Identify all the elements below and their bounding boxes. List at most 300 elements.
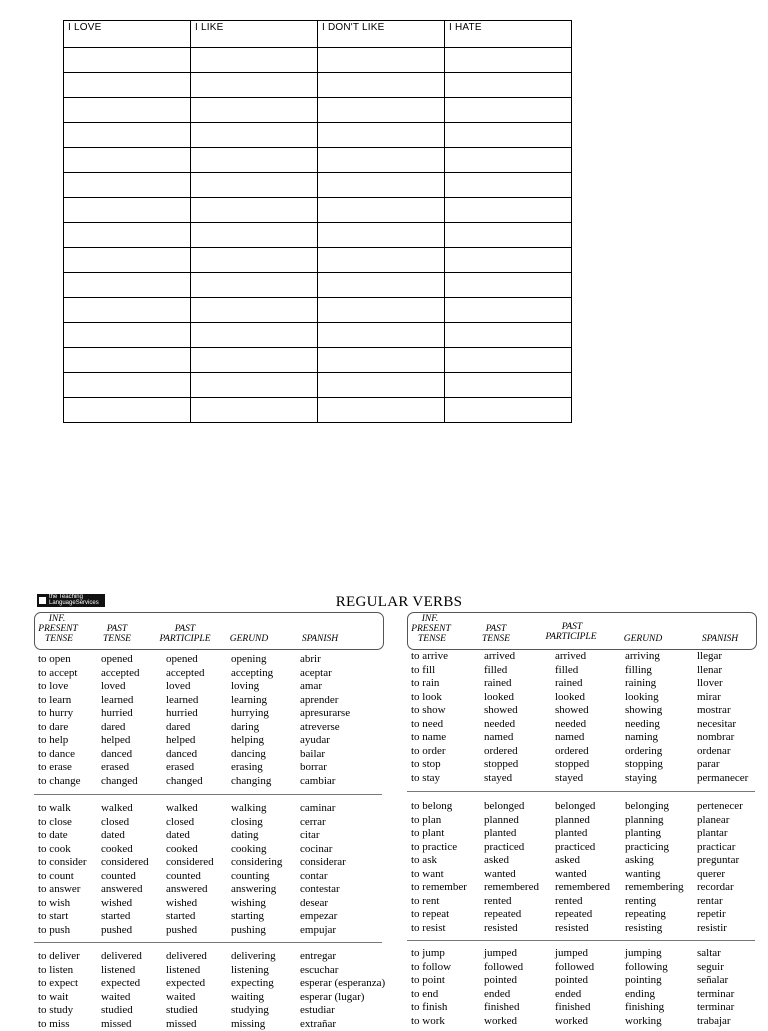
verb-past-tense: ended xyxy=(484,987,511,1000)
verb-spanish: saltar xyxy=(697,947,721,959)
verb-infinitive: to wait xyxy=(38,990,69,1003)
verb-gerund: loving xyxy=(231,680,260,692)
verb-spanish: planear xyxy=(697,813,730,826)
verb-gerund: helping xyxy=(231,734,264,746)
verb-gerund: expecting xyxy=(231,977,274,989)
verb-past-tense: worked xyxy=(484,1014,517,1027)
verb-infinitive: to want xyxy=(411,867,444,880)
verb-past-tense: walked xyxy=(101,802,133,814)
verb-gerund: planting xyxy=(625,827,662,839)
verb-past-participle: danced xyxy=(166,747,198,760)
verb-past-tense: loved xyxy=(101,680,126,692)
verb-past-tense: pushed xyxy=(101,923,133,936)
worksheet-row xyxy=(64,48,572,73)
verb-past-tense: waited xyxy=(101,990,131,1003)
verb-gerund: working xyxy=(625,1014,662,1027)
verb-gerund: answering xyxy=(231,883,277,895)
present-header: PRESENT xyxy=(411,624,451,634)
verb-past-tense: stayed xyxy=(484,771,513,784)
verb-past-participle: practiced xyxy=(555,840,596,853)
verb-infinitive: to order xyxy=(411,744,446,757)
verb-spanish: caminar xyxy=(300,802,336,814)
verb-infinitive: to learn xyxy=(38,693,72,706)
verb-past-tense: looked xyxy=(484,690,514,703)
verb-past-participle: asked xyxy=(555,854,581,866)
verb-gerund: starting xyxy=(231,910,264,922)
worksheet-cell xyxy=(191,123,318,148)
verb-infinitive: to practice xyxy=(411,840,458,853)
verb-spanish: recordar xyxy=(697,881,734,893)
verb-spanish: considerar xyxy=(300,856,346,868)
verb-past-participle: showed xyxy=(555,704,589,716)
verb-spanish: señalar xyxy=(697,974,729,986)
verb-infinitive: to fill xyxy=(411,663,436,676)
verb-past-tense: missed xyxy=(101,1017,132,1030)
right-column-header-box xyxy=(407,612,757,650)
verb-past-participle: finished xyxy=(555,1001,591,1013)
verb-past-participle: helped xyxy=(166,734,196,746)
verb-gerund: wishing xyxy=(231,896,266,909)
left-column-header-box xyxy=(34,612,384,650)
verb-spanish: pertenecer xyxy=(697,800,743,812)
verb-past-participle: jumped xyxy=(555,947,588,959)
verb-past-tense: rented xyxy=(484,894,512,907)
worksheet-cell xyxy=(445,123,572,148)
verb-infinitive: to wish xyxy=(38,896,71,909)
verb-past-participle: hurried xyxy=(166,707,198,719)
verb-past-tense: dared xyxy=(101,720,126,733)
verb-spanish: aceptar xyxy=(300,666,332,679)
verb-gerund: raining xyxy=(625,677,657,689)
verb-past-participle: planned xyxy=(555,813,590,826)
verb-spanish: llover xyxy=(697,677,723,689)
verb-spanish: repetir xyxy=(697,908,726,920)
worksheet-row xyxy=(64,273,572,298)
verb-gerund: stopping xyxy=(625,758,663,770)
verb-gerund: studying xyxy=(231,1004,269,1016)
verb-past-participle: stayed xyxy=(555,771,584,784)
participle-header: PARTICIPLE xyxy=(159,634,211,644)
worksheet-row xyxy=(64,98,572,123)
verb-past-tense: started xyxy=(101,910,131,922)
past-header: PAST xyxy=(106,624,128,634)
verb-spanish: preguntar xyxy=(697,854,740,866)
verb-past-tense: studied xyxy=(101,1004,133,1016)
verb-gerund: pushing xyxy=(231,923,266,936)
worksheet-cell xyxy=(64,373,191,398)
worksheet-cell xyxy=(64,198,191,223)
regular-verbs-sheet xyxy=(34,590,764,1030)
verb-past-tense: followed xyxy=(484,960,524,973)
verb-past-participle: repeated xyxy=(555,908,593,920)
verb-past-tense: needed xyxy=(484,717,516,730)
verb-past-tense: resisted xyxy=(484,921,518,934)
verb-gerund: opening xyxy=(231,653,267,665)
inf-header: INF. xyxy=(48,614,66,624)
verb-gerund: asking xyxy=(625,854,654,866)
verb-spanish: ayudar xyxy=(300,734,330,746)
verb-infinitive: to change xyxy=(38,774,81,787)
verb-past-tense: jumped xyxy=(484,947,517,959)
verb-past-participle: learned xyxy=(166,693,199,706)
worksheet-cell xyxy=(318,348,445,373)
verb-past-participle: worked xyxy=(555,1014,588,1027)
verb-spanish: resistir xyxy=(697,921,727,934)
verb-past-tense: finished xyxy=(484,1001,520,1013)
verb-spanish: cambiar xyxy=(300,774,336,787)
verb-past-tense: showed xyxy=(484,704,518,716)
worksheet-cell xyxy=(64,248,191,273)
verb-gerund: belonging xyxy=(625,800,669,812)
verb-past-tense: learned xyxy=(101,693,134,706)
worksheet-cell xyxy=(64,48,191,73)
verb-past-participle: started xyxy=(166,910,196,922)
verb-gerund: hurrying xyxy=(231,707,269,719)
verb-past-tense: considered xyxy=(101,856,149,868)
verb-gerund: looking xyxy=(625,690,659,703)
verb-past-participle: ordered xyxy=(555,744,589,757)
verb-past-participle: changed xyxy=(166,774,203,787)
verb-spanish: terminar xyxy=(697,987,735,1000)
verb-past-tense: ordered xyxy=(484,744,518,757)
verb-spanish: plantar xyxy=(697,827,728,839)
worksheet-cell xyxy=(191,148,318,173)
verb-past-tense: accepted xyxy=(101,666,140,679)
verb-spanish: estudiar xyxy=(300,1004,335,1016)
verb-gerund: naming xyxy=(625,731,658,743)
past-tense-header: TENSE xyxy=(482,634,510,644)
worksheet-cell xyxy=(445,398,572,423)
verb-past-tense: dated xyxy=(101,829,125,841)
verb-spanish: empujar xyxy=(300,923,337,936)
worksheet-cell xyxy=(64,98,191,123)
verb-infinitive: to consider xyxy=(38,856,87,868)
verb-past-participle: looked xyxy=(555,690,585,703)
worksheet-cell xyxy=(445,73,572,98)
inf-header: INF. xyxy=(421,614,439,624)
verb-spanish: parar xyxy=(697,758,720,770)
verb-spanish: mostrar xyxy=(697,704,731,716)
verb-infinitive: to close xyxy=(38,815,72,828)
verb-infinitive: to study xyxy=(38,1004,74,1016)
verb-spanish: querer xyxy=(697,867,726,880)
verb-gerund: renting xyxy=(625,894,657,907)
verb-infinitive: to start xyxy=(38,910,69,922)
verb-past-tense: planned xyxy=(484,813,519,826)
verb-gerund: listening xyxy=(231,963,269,976)
worksheet-row xyxy=(64,148,572,173)
verb-past-tense: changed xyxy=(101,774,138,787)
verb-past-participle: followed xyxy=(555,960,595,973)
verb-past-tense: asked xyxy=(484,854,510,866)
worksheet-cell xyxy=(191,73,318,98)
worksheet-cell xyxy=(191,248,318,273)
verb-spanish: permanecer xyxy=(697,771,749,784)
worksheet-cell xyxy=(445,248,572,273)
worksheet-cell xyxy=(191,223,318,248)
worksheet-cell xyxy=(318,73,445,98)
verb-infinitive: to walk xyxy=(38,802,71,814)
verb-past-tense: expected xyxy=(101,977,141,989)
verb-infinitive: to work xyxy=(411,1014,445,1027)
worksheet-row xyxy=(64,248,572,273)
worksheet-cell xyxy=(318,373,445,398)
worksheet-cell xyxy=(445,223,572,248)
verb-past-tense: arrived xyxy=(484,650,516,662)
verb-spanish: esperar (lugar) xyxy=(300,990,365,1003)
worksheet-row xyxy=(64,198,572,223)
verb-past-participle: considered xyxy=(166,856,214,868)
worksheet-cell xyxy=(318,298,445,323)
verb-gerund: planning xyxy=(625,813,664,826)
verb-past-participle: dared xyxy=(166,720,191,733)
verb-infinitive: to push xyxy=(38,923,71,936)
verb-past-tense: opened xyxy=(101,653,133,665)
tense-header: TENSE xyxy=(418,634,446,644)
verb-gerund: delivering xyxy=(231,950,276,962)
verb-past-participle: missed xyxy=(166,1017,197,1030)
worksheet-cell xyxy=(64,398,191,423)
verb-past-tense: wanted xyxy=(484,867,516,880)
verb-past-participle: named xyxy=(555,731,585,743)
verb-gerund: waiting xyxy=(231,990,264,1003)
worksheet-header-row xyxy=(64,21,572,48)
worksheet-cell xyxy=(318,398,445,423)
verb-past-participle: counted xyxy=(166,869,201,882)
verb-spanish: abrir xyxy=(300,653,321,665)
verb-spanish: empezar xyxy=(300,910,338,922)
verb-infinitive: to cook xyxy=(38,842,71,855)
worksheet-row xyxy=(64,398,572,423)
verb-spanish: llenar xyxy=(697,663,723,676)
verb-infinitive: to expect xyxy=(38,977,79,989)
verb-infinitive: to end xyxy=(411,987,439,1000)
verb-gerund: walking xyxy=(231,802,267,814)
verb-infinitive: to repeat xyxy=(411,908,450,920)
gerund-header: GERUND xyxy=(623,634,663,644)
verb-past-participle: closed xyxy=(166,815,195,828)
verb-spanish: mirar xyxy=(697,690,721,703)
verb-gerund: filling xyxy=(625,663,652,676)
verb-spanish: apresurarse xyxy=(300,707,351,719)
verb-past-participle: erased xyxy=(166,761,195,773)
verb-past-tense: pointed xyxy=(484,974,517,986)
worksheet-cell xyxy=(191,173,318,198)
verb-gerund: repeating xyxy=(625,908,666,920)
worksheet-cell xyxy=(191,348,318,373)
page-title: REGULAR VERBS xyxy=(335,594,463,610)
verb-spanish: ordenar xyxy=(697,744,731,757)
verb-past-tense: listened xyxy=(101,963,136,976)
worksheet-cell xyxy=(64,173,191,198)
verb-gerund: wanting xyxy=(625,867,661,880)
verb-spanish: terminar xyxy=(697,1001,735,1013)
verb-past-participle: needed xyxy=(555,717,587,730)
worksheet-cell xyxy=(191,323,318,348)
worksheet-cell xyxy=(445,348,572,373)
verb-gerund: ending xyxy=(625,987,655,1000)
verb-infinitive: to need xyxy=(411,717,444,730)
participle-past-header: PAST xyxy=(561,622,583,632)
worksheet-row xyxy=(64,298,572,323)
verb-infinitive: to dare xyxy=(38,720,69,733)
verb-past-tense: counted xyxy=(101,869,136,882)
verb-past-tense: stopped xyxy=(484,758,519,770)
verb-gerund: dancing xyxy=(231,747,266,760)
verb-infinitive: to rain xyxy=(411,677,440,689)
verb-gerund: resisting xyxy=(625,921,663,934)
group-divider xyxy=(34,794,382,795)
worksheet-cell xyxy=(191,198,318,223)
verb-infinitive: to plant xyxy=(411,827,445,839)
verb-past-participle: answered xyxy=(166,883,208,895)
verb-infinitive: to resist xyxy=(411,921,446,934)
verb-infinitive: to listen xyxy=(38,963,74,976)
verb-gerund: following xyxy=(625,960,668,973)
spanish-header: SPANISH xyxy=(301,634,339,644)
verb-infinitive: to miss xyxy=(38,1017,70,1030)
verb-spanish: trabajar xyxy=(697,1014,731,1027)
verb-past-participle: listened xyxy=(166,963,201,976)
worksheet-cell xyxy=(318,173,445,198)
worksheet-cell xyxy=(445,323,572,348)
verb-gerund: closing xyxy=(231,815,263,828)
verb-infinitive: to help xyxy=(38,734,69,746)
verb-gerund: missing xyxy=(231,1017,266,1030)
group-divider xyxy=(407,940,755,941)
verb-infinitive: to follow xyxy=(411,960,452,973)
verb-gerund: jumping xyxy=(625,947,662,959)
verb-infinitive: to date xyxy=(38,829,68,841)
verb-gerund: remembering xyxy=(625,881,684,893)
verb-past-tense: danced xyxy=(101,747,133,760)
verb-past-tense: hurried xyxy=(101,707,133,719)
worksheet-row xyxy=(64,123,572,148)
verb-gerund: showing xyxy=(625,704,663,716)
verb-past-tense: belonged xyxy=(484,800,525,812)
verb-infinitive: to stay xyxy=(411,771,441,784)
worksheet-cell xyxy=(318,98,445,123)
verb-past-tense: delivered xyxy=(101,950,142,962)
group-divider xyxy=(34,942,382,943)
worksheet-cell xyxy=(191,298,318,323)
worksheet-cell xyxy=(445,48,572,73)
worksheet-row xyxy=(64,373,572,398)
verb-past-participle: arrived xyxy=(555,650,587,662)
verb-past-participle: waited xyxy=(166,990,196,1003)
verb-gerund: dating xyxy=(231,829,259,841)
verb-infinitive: to look xyxy=(411,690,442,703)
verb-past-participle: accepted xyxy=(166,666,205,679)
verb-past-participle: belonged xyxy=(555,800,596,812)
verb-past-participle: delivered xyxy=(166,950,207,962)
worksheet-cell xyxy=(64,73,191,98)
verb-past-participle: wanted xyxy=(555,867,587,880)
verb-infinitive: to jump xyxy=(411,947,445,959)
worksheet-row xyxy=(64,348,572,373)
worksheet-cell xyxy=(445,173,572,198)
verb-past-tense: erased xyxy=(101,761,130,773)
header-i-hate: I HATE xyxy=(445,21,572,48)
verb-infinitive: to finish xyxy=(411,1001,448,1013)
verb-gerund: needing xyxy=(625,717,660,730)
verb-past-tense: practiced xyxy=(484,840,525,853)
verb-past-participle: opened xyxy=(166,653,198,665)
tense-header: TENSE xyxy=(45,634,73,644)
worksheet-cell xyxy=(445,198,572,223)
verb-past-participle: pointed xyxy=(555,974,588,986)
verb-spanish: practicar xyxy=(697,840,736,853)
verb-spanish: desear xyxy=(300,896,329,909)
header-i-love: I LOVE xyxy=(64,21,191,48)
verb-spanish: nombrar xyxy=(697,731,735,743)
verb-past-participle: expected xyxy=(166,977,206,989)
verb-gerund: finishing xyxy=(625,1001,665,1013)
worksheet-cell xyxy=(318,198,445,223)
verb-infinitive: to point xyxy=(411,974,445,986)
verb-gerund: changing xyxy=(231,774,272,787)
verb-past-participle: wished xyxy=(166,896,198,909)
worksheet-cell xyxy=(318,273,445,298)
worksheet-cell xyxy=(318,223,445,248)
verb-spanish: contestar xyxy=(300,883,340,895)
worksheet-cell xyxy=(64,298,191,323)
past-tense-header: TENSE xyxy=(103,634,131,644)
verb-infinitive: to erase xyxy=(38,761,72,773)
verb-infinitive: to arrive xyxy=(411,650,448,662)
verb-past-tense: filled xyxy=(484,663,508,676)
worksheet-row xyxy=(64,73,572,98)
verb-gerund: arriving xyxy=(625,650,660,662)
verb-past-tense: closed xyxy=(101,815,130,828)
worksheet-cell xyxy=(445,98,572,123)
worksheet-cell xyxy=(445,273,572,298)
verb-past-tense: named xyxy=(484,731,514,743)
verb-infinitive: to belong xyxy=(411,800,453,812)
verb-spanish: necesitar xyxy=(697,717,737,730)
verb-past-participle: rained xyxy=(555,677,583,689)
verb-past-participle: remembered xyxy=(555,881,610,893)
verb-spanish: contar xyxy=(300,869,328,882)
verb-spanish: borrar xyxy=(300,761,327,773)
worksheet-cell xyxy=(191,373,318,398)
verb-gerund: staying xyxy=(625,771,657,784)
verb-past-tense: rained xyxy=(484,677,512,689)
gerund-header: GERUND xyxy=(229,634,269,644)
verb-gerund: daring xyxy=(231,720,260,733)
verb-past-participle: rented xyxy=(555,894,583,907)
verb-infinitive: to show xyxy=(411,704,446,716)
verb-past-participle: stopped xyxy=(555,758,590,770)
past-header: PAST xyxy=(485,624,507,634)
verb-infinitive: to deliver xyxy=(38,950,80,962)
worksheet-cell xyxy=(445,373,572,398)
worksheet-cell xyxy=(64,123,191,148)
verb-spanish: esperar (esperanza) xyxy=(300,977,386,989)
verb-past-participle: planted xyxy=(555,827,588,839)
worksheet-cell xyxy=(191,98,318,123)
verb-spanish: atreverse xyxy=(300,720,340,733)
verb-spanish: bailar xyxy=(300,747,326,760)
worksheet-cell xyxy=(191,48,318,73)
verb-past-tense: wished xyxy=(101,896,133,909)
worksheet-cell xyxy=(318,48,445,73)
verb-past-participle: pushed xyxy=(166,923,198,936)
verb-spanish: entregar xyxy=(300,950,337,962)
verb-past-participle: studied xyxy=(166,1004,198,1016)
verb-past-tense: remembered xyxy=(484,881,539,893)
verb-spanish: rentar xyxy=(697,894,723,907)
